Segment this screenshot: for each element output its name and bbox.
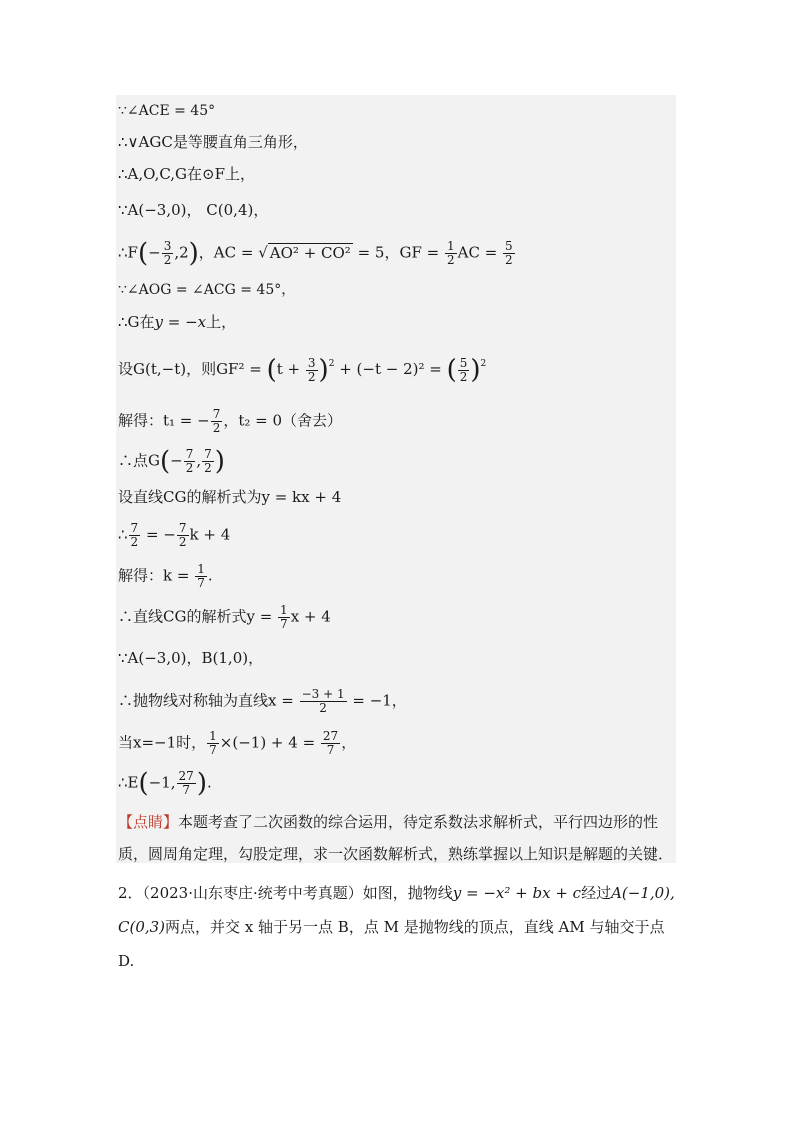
line-angle-aog: ∵∠AOG = ∠ACG = 45°， — [118, 282, 296, 298]
sqrt-content: AO² + CO² — [269, 243, 351, 262]
fraction-3-2: $\frac{3}{2}$ — [163, 239, 172, 267]
text-f: ∴F — [118, 243, 138, 262]
text-gf: = 5，GF = — [352, 243, 444, 262]
fraction-27-7-b: $\frac{27}{7}$ — [178, 769, 194, 797]
minus: − — [148, 243, 161, 262]
fraction-7-2-c: $\frac{7}{2}$ — [204, 447, 212, 475]
line-point-e: ∴E(−1, $\frac{27}{7}$ ). — [118, 768, 212, 799]
line-points-on-circle: ∴A,O,C,G在⊙F上， — [118, 165, 255, 183]
fraction-7-2-d: $\frac{7}{2}$ — [130, 521, 139, 549]
text-ac2: AC = — [457, 243, 503, 262]
fraction-27-7: $\frac{27}{7}$ — [322, 729, 339, 757]
comment-block — [118, 806, 674, 870]
line-set-g: 设G(t,−t)，则GF² = (t + $\frac{3}{2}$ )$^2$ + (−t − 2)² = ( $\frac{5}{2}$ )$^2$ — [118, 355, 487, 385]
fraction-7-2-b: $\frac{7}{2}$ — [185, 447, 194, 475]
line-solve-t: 解得：t₁ = − $\frac{7}{2}$ ，t₂ = 0（舍去） — [118, 407, 343, 435]
line-f-ac-gf: ∴F(− $\frac{3}{2}$ ,2)，AC = √ AO² + CO² = 5，GF = $\frac{1}{2}$ AC = $\frac{5}{2}$ — [118, 238, 513, 269]
fraction-3-2-b: $\frac{3}{2}$ — [307, 355, 316, 384]
line-cg-equation: ∴直线CG的解析式y = $\frac{1}{7}$ x + 4 — [118, 603, 331, 631]
line-point-g: ∴点G(− $\frac{7}{2}$ , $\frac{7}{2}$ ) — [118, 446, 225, 477]
line-g-on-line: ∴G在y = −x上， — [118, 313, 237, 331]
comment-tag: 【点睛】 — [118, 813, 179, 831]
fraction-neg3plus1-2: $\frac{-3 + 1}{2}$ — [301, 687, 345, 715]
fraction-1-7-c: $\frac{1}{7}$ — [209, 729, 217, 757]
line-solve-k: 解得：k = $\frac{1}{7}$ . — [118, 562, 213, 590]
point-c: C(0,4)， — [206, 201, 269, 219]
fraction-1-2: $\frac{1}{2}$ — [446, 239, 455, 267]
line-isosceles-triangle: ∴∨AGC是等腰直角三角形， — [118, 133, 308, 151]
point-a: ∵A(−3,0)， — [118, 201, 202, 219]
line-equation-k: ∴ $\frac{7}{2}$ = − $\frac{7}{2}$ k + 4 — [118, 521, 231, 549]
line-set-cg: 设直线CG的解析式为y = kx + 4 — [118, 488, 342, 506]
fraction-1-7-b: $\frac{1}{7}$ — [280, 603, 288, 631]
fraction-7-2: $\frac{7}{2}$ — [212, 407, 221, 435]
fraction-1-7: $\frac{1}{7}$ — [197, 562, 205, 590]
f-tail: ,2 — [174, 243, 189, 262]
line-axis-symmetry: ∴抛物线对称轴为直线x = $\frac{-3 + 1}{2}$ = −1， — [118, 687, 407, 715]
parabola-formula: y = −x² + bx + c — [452, 884, 582, 902]
comment-text: 本题考查了二次函数的综合运用，待定系数法求解析式，平行四边形的性质，圆周角定理，勾股定理，求一次函数解析式，熟练掌握以上知识是解题的关键． — [118, 813, 674, 863]
line-when-x-neg1: 当x=−1时， $\frac{1}{7}$ ×(−1) + 4 = $\frac{27}{7}$ ， — [118, 729, 357, 757]
fraction-5-2: $\frac{5}{2}$ — [505, 239, 513, 267]
text-ac: ，AC = — [198, 243, 259, 262]
fraction-7-2-e: $\frac{7}{2}$ — [178, 521, 187, 549]
fraction-5-2-b: $\frac{5}{2}$ — [459, 355, 468, 384]
problem-points: A(−1,0), C(0,3) — [118, 884, 675, 936]
line-angle-ace: ∵∠ACE = 45° — [118, 103, 216, 119]
line-points-a-c — [118, 200, 268, 220]
line-points-a-b: ∵A(−3,0)，B(1,0)， — [118, 649, 264, 667]
problem-2: 2．（2023·山东枣庄·统考中考真题）如图，抛物线y = −x² + bx + c经过A(−1,0), C(0,3)两点，并交 x 轴于另一点 B，点 M 是抛物线的顶点，直线 AM 与轴交于点 D. — [118, 884, 675, 970]
